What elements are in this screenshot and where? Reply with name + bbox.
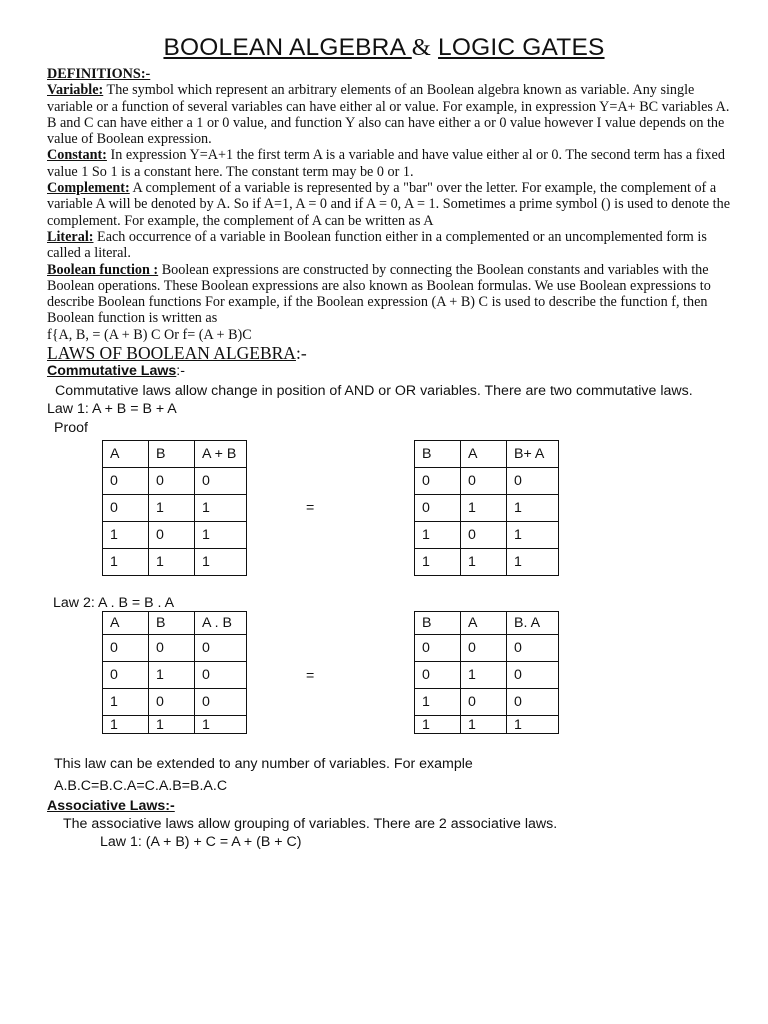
table-cell: 1 (149, 495, 195, 522)
truth-table-a-or-b (102, 440, 247, 576)
table-header-cell: B (149, 612, 195, 635)
commutative-heading-suffix: :- (176, 363, 185, 379)
associative-law1: Law 1: (A + B) + C = A + (B + C) (100, 834, 302, 850)
table-row (415, 468, 559, 495)
table-header-cell: A + B (195, 441, 247, 468)
table-cell: 1 (461, 662, 507, 689)
table-cell: 0 (195, 635, 247, 662)
table-cell: 1 (103, 522, 149, 549)
table-row (103, 662, 247, 689)
table-cell: 1 (149, 549, 195, 576)
table-row (103, 495, 247, 522)
table-cell: 0 (195, 689, 247, 716)
table-cell: 0 (149, 522, 195, 549)
truth-table-a-and-b (102, 611, 247, 734)
commutative-intro: Commutative laws allow change in position of AND or OR variables. There are two commutative laws. (55, 383, 693, 399)
table-cell: 1 (103, 716, 149, 734)
table-row (103, 468, 247, 495)
table-cell: 1 (461, 495, 507, 522)
table-row (415, 635, 559, 662)
definition-variable (47, 82, 737, 147)
table-cell: 1 (415, 716, 461, 734)
commutative-heading-text: Commutative Laws (47, 363, 177, 379)
table-header-cell: B+ A (507, 441, 559, 468)
text-complement: A complement of a variable is represented by a "bar" over the letter. For example, the complement of a variable A will be denoted by A. So if A=1, A = 0 and if A = 0, A = 1. Sometimes a prime symbol () is used to denote the complement. For example, the complement of A can be written as A (47, 180, 730, 229)
definition-literal (47, 229, 737, 262)
table-header-row (103, 441, 247, 468)
table-cell: 1 (195, 522, 247, 549)
laws-heading-main: LAWS OF BOOLEAN ALGEBRA (47, 343, 296, 363)
table-cell: 1 (149, 662, 195, 689)
truth-table-b-and-a (414, 611, 559, 734)
extend-note: This law can be extended to any number of variables. For example (54, 756, 473, 772)
extend-example: A.B.C=B.C.A=C.A.B=B.A.C (54, 778, 228, 794)
table-cell: 1 (195, 716, 247, 734)
table-row (415, 522, 559, 549)
table-cell: 0 (461, 635, 507, 662)
table-cell: 1 (461, 549, 507, 576)
table-header-cell: A (103, 612, 149, 635)
table-header-cell: B (149, 441, 195, 468)
table-row (103, 716, 247, 734)
table-cell: 0 (507, 662, 559, 689)
table-row (103, 689, 247, 716)
text-literal: Each occurrence of a variable in Boolean function either in a complemented or an uncomplemented form is called a literal. (47, 228, 707, 262)
definition-boolean-function (47, 262, 737, 327)
table-header-cell: B. A (507, 612, 559, 635)
text-variable: The symbol which represent an arbitrary elements of an Boolean algebra known as variable. Any single variable or a function of several variables can have either al or value. For example, in expression Y=A+ BC variables A. B and C can have either a 1 or 0 value, and function Y also can have either a or 0 value however I value depends on the value of Boolean expression. (47, 82, 730, 148)
table-row (415, 716, 559, 734)
table-cell: 0 (195, 468, 247, 495)
table-cell: 0 (103, 495, 149, 522)
definitions-heading: DEFINITIONS:- (47, 66, 151, 82)
table-row (415, 689, 559, 716)
term-constant: Constant: (47, 147, 107, 164)
table-row (415, 662, 559, 689)
term-variable: Variable: (47, 82, 104, 99)
definitions-section (47, 66, 737, 343)
table-cell: 0 (415, 495, 461, 522)
term-literal: Literal: (47, 228, 94, 245)
table-cell: 1 (507, 495, 559, 522)
associative-heading-text: Associative Laws:- (47, 798, 175, 814)
table-header-cell: A (103, 441, 149, 468)
equals-sign-law2: = (306, 668, 315, 684)
table-cell: 1 (415, 549, 461, 576)
table-header-row (415, 441, 559, 468)
truth-table-b-or-a (414, 440, 559, 576)
table-cell: 0 (507, 635, 559, 662)
table-cell: 0 (103, 635, 149, 662)
laws-heading (47, 343, 307, 364)
table-header-cell: A (461, 441, 507, 468)
table-cell: 0 (103, 662, 149, 689)
table-cell: 0 (103, 468, 149, 495)
associative-heading (47, 798, 175, 814)
table-cell: 1 (195, 495, 247, 522)
table-cell: 0 (461, 522, 507, 549)
table-header-cell: B (415, 612, 461, 635)
table-cell: 1 (507, 716, 559, 734)
commutative-law1: Law 1: A + B = B + A (47, 401, 177, 417)
table-header-cell: A . B (195, 612, 247, 635)
text-constant: In expression Y=A+1 the first term A is a variable and have value either al or 0. The second term has a fixed value 1 So 1 is a constant here. The constant term may be 0 or 1. (47, 147, 725, 180)
table-cell: 1 (195, 549, 247, 576)
title-ampersand: & (411, 34, 432, 61)
table-cell: 0 (415, 635, 461, 662)
table-cell: 1 (415, 522, 461, 549)
commutative-heading (47, 363, 185, 379)
associative-intro: The associative laws allow grouping of variables. There are 2 associative laws. (63, 816, 558, 832)
table-cell: 1 (461, 716, 507, 734)
table-header-cell: B (415, 441, 461, 468)
table-cell: 0 (149, 635, 195, 662)
table-cell: 0 (507, 689, 559, 716)
table-cell: 1 (507, 549, 559, 576)
table-row (415, 495, 559, 522)
table-cell: 0 (149, 689, 195, 716)
table-cell: 0 (195, 662, 247, 689)
commutative-law2: Law 2: A . B = B . A (53, 595, 175, 611)
title-part-logic-gates: LOGIC GATES (438, 34, 605, 61)
table-row (103, 635, 247, 662)
table-row (103, 522, 247, 549)
table-cell: 0 (415, 662, 461, 689)
table-row (103, 549, 247, 576)
text-boolean-function: Boolean expressions are constructed by connecting the Boolean constants and variables with the Boolean operations. These Boolean expressions are also known as Boolean formulas. We use Boolean expressions to describe Boolean functions For example, if the Boolean expression (A + B) C is used to describe the function f, then Boolean function is written as (47, 261, 711, 327)
boolean-function-formula: f{A, B, = (A + B) C Or f= (A + B)C (47, 326, 252, 343)
table-header-row (103, 612, 247, 635)
proof-label: Proof (54, 420, 88, 436)
table-cell: 1 (149, 716, 195, 734)
table-cell: 1 (507, 522, 559, 549)
table-cell: 0 (415, 468, 461, 495)
page-title (0, 34, 768, 62)
laws-heading-suffix: :- (295, 343, 307, 363)
table-header-cell: A (461, 612, 507, 635)
table-cell: 1 (103, 689, 149, 716)
table-cell: 0 (149, 468, 195, 495)
definition-complement (47, 180, 737, 229)
table-cell: 0 (461, 468, 507, 495)
table-cell: 0 (507, 468, 559, 495)
table-row (415, 549, 559, 576)
equals-sign-law1: = (306, 500, 315, 516)
table-cell: 0 (461, 689, 507, 716)
table-cell: 1 (415, 689, 461, 716)
table-cell: 1 (103, 549, 149, 576)
term-complement: Complement: (47, 180, 130, 197)
definition-constant (47, 147, 737, 180)
table-header-row (415, 612, 559, 635)
term-boolean-function: Boolean function : (47, 261, 159, 278)
title-part-boolean-algebra: BOOLEAN ALGEBRA (163, 34, 412, 61)
